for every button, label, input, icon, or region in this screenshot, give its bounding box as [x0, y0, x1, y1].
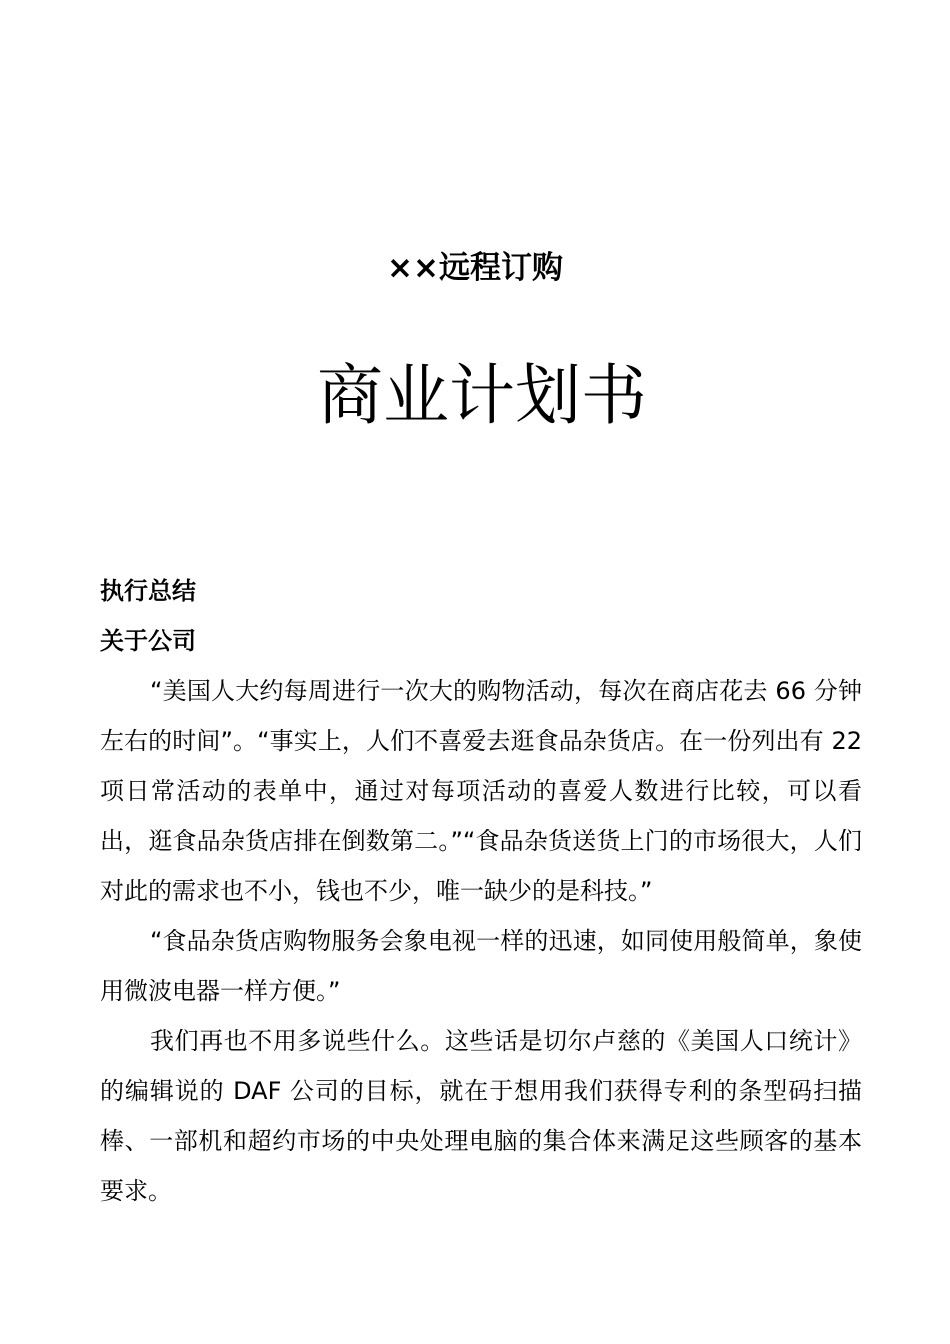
subsection-heading: 关于公司	[100, 627, 196, 655]
document-body	[100, 566, 862, 1216]
body-paragraph: 我们再也不用多说些什么。这些话是切尔卢慈的《美国人口统计》的编辑说的 DAF 公司的目标，就在于想用我们获得专利的条型码扫描棒、一部机和超约市场的中央处理电脑的集合体来满足这些顾客的基本要求。	[100, 1027, 862, 1205]
document-title: 商业计划书	[317, 357, 647, 434]
document-subtitle: ××远程订购	[387, 250, 563, 286]
body-paragraph: “美国人大约每周进行一次大的购物活动，每次在商店花去 66 分钟左右的时间”。“事实上，人们不喜爱去逛食品杂货店。在一份列出有 22 项日常活动的表单中，通过对每项活动的喜爱人数进行比较，可以看出，逛食品杂货店排在倒数第二。”“食品杂货送货上门的市场很大，人们对此的需求也不小，钱也不少，唯一缺少的是科技。”	[100, 677, 862, 905]
section-heading: 执行总结	[100, 577, 196, 605]
body-paragraph: “食品杂货店购物服务会象电视一样的迅速，如同使用般简单，象使用微波电器一样方便。”	[100, 927, 862, 1005]
